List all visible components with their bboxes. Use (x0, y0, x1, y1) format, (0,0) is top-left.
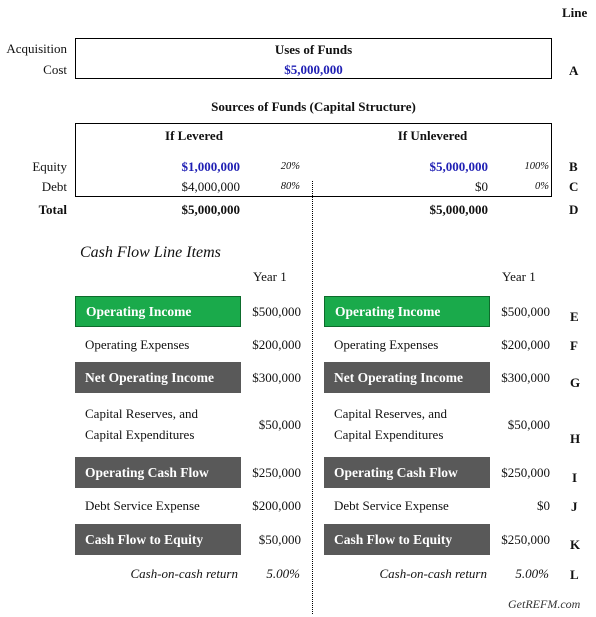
debt-levered-pct: 80% (280, 181, 300, 192)
levered-debt-service-value: $200,000 (252, 498, 301, 513)
levered-coc-label: Cash-on-cash return (130, 566, 238, 581)
total-unlevered-value: $5,000,000 (429, 202, 488, 217)
line-letter-h: H (570, 431, 581, 446)
unlevered-capex-value: $50,000 (507, 417, 550, 432)
levered-operating-expenses-value: $200,000 (252, 337, 301, 352)
line-letter-i: I (572, 470, 578, 485)
levered-operating-income-value: $500,000 (252, 304, 301, 319)
levered-ocf-label: Operating Cash Flow (75, 457, 241, 488)
equity-unlevered-pct: 100% (524, 161, 549, 172)
levered-cfe-label: Cash Flow to Equity (75, 524, 241, 555)
levered-operating-income-label: Operating Income (75, 296, 241, 327)
levered-capex-label-1: Capital Reserves, and (85, 406, 198, 421)
levered-capex-value: $50,000 (258, 417, 301, 432)
line-letter-a: A (569, 63, 579, 78)
unlevered-ocf-label: Operating Cash Flow (324, 457, 490, 488)
if-unlevered-header: If Unlevered (397, 128, 468, 143)
debt-unlevered-pct: 0% (535, 181, 549, 192)
unlevered-operating-income-label: Operating Income (324, 296, 490, 327)
year-1-unlevered-header: Year 1 (502, 269, 536, 284)
unlevered-noi-label: Net Operating Income (324, 362, 490, 393)
if-levered-header: If Levered (165, 128, 223, 143)
line-letter-e: E (570, 309, 579, 324)
debt-levered-value: $4,000,000 (181, 179, 240, 194)
sources-of-funds-title: Sources of Funds (Capital Structure) (211, 99, 416, 114)
uses-of-funds-box (75, 38, 552, 79)
acquisition-cost-value: $5,000,000 (284, 62, 343, 77)
column-divider (312, 181, 313, 614)
levered-ocf-value: $250,000 (252, 465, 301, 480)
unlevered-coc-label: Cash-on-cash return (379, 566, 487, 581)
levered-noi-label: Net Operating Income (75, 362, 241, 393)
line-column-header: Line (562, 5, 588, 20)
unlevered-debt-service-label: Debt Service Expense (334, 498, 449, 513)
unlevered-operating-expenses-label: Operating Expenses (334, 337, 439, 352)
levered-capex-label-2: Capital Expenditures (85, 427, 195, 442)
cost-label: Cost (43, 62, 67, 77)
brand-watermark: GetREFM.com (508, 597, 581, 611)
line-letter-b: B (569, 159, 578, 174)
unlevered-capex-label-1: Capital Reserves, and (334, 406, 447, 421)
total-label: Total (38, 202, 67, 217)
unlevered-ocf-value: $250,000 (501, 465, 550, 480)
uses-of-funds-title: Uses of Funds (274, 42, 353, 57)
acquisition-label: Acquisition (6, 41, 67, 56)
unlevered-noi-value: $300,000 (501, 370, 550, 385)
line-letter-l: L (570, 567, 579, 582)
equity-levered-pct: 20% (280, 161, 300, 172)
unlevered-capex-label-2: Capital Expenditures (334, 427, 444, 442)
line-letter-k: K (570, 537, 581, 552)
debt-label: Debt (41, 179, 67, 194)
levered-operating-expenses-label: Operating Expenses (85, 337, 190, 352)
line-letter-d: D (569, 202, 579, 217)
unlevered-debt-service-value: $0 (537, 498, 550, 513)
line-letter-c: C (569, 179, 579, 194)
unlevered-cfe-label: Cash Flow to Equity (324, 524, 490, 555)
unlevered-operating-income-value: $500,000 (501, 304, 550, 319)
levered-debt-service-label: Debt Service Expense (85, 498, 200, 513)
debt-unlevered-value: $0 (475, 179, 488, 194)
line-letter-g: G (570, 375, 581, 390)
unlevered-operating-expenses-value: $200,000 (501, 337, 550, 352)
levered-cfe-value: $50,000 (258, 532, 301, 547)
unlevered-coc-value: 5.00% (515, 566, 549, 581)
cash-flow-title: Cash Flow Line Items (80, 244, 221, 261)
equity-levered-value: $1,000,000 (181, 159, 240, 174)
line-letter-f: F (570, 338, 578, 353)
total-levered-value: $5,000,000 (181, 202, 240, 217)
equity-label: Equity (32, 159, 67, 174)
unlevered-cfe-value: $250,000 (501, 532, 550, 547)
year-1-levered-header: Year 1 (253, 269, 287, 284)
levered-noi-value: $300,000 (252, 370, 301, 385)
equity-unlevered-value: $5,000,000 (429, 159, 488, 174)
line-letter-j: J (571, 499, 578, 514)
levered-coc-value: 5.00% (266, 566, 300, 581)
